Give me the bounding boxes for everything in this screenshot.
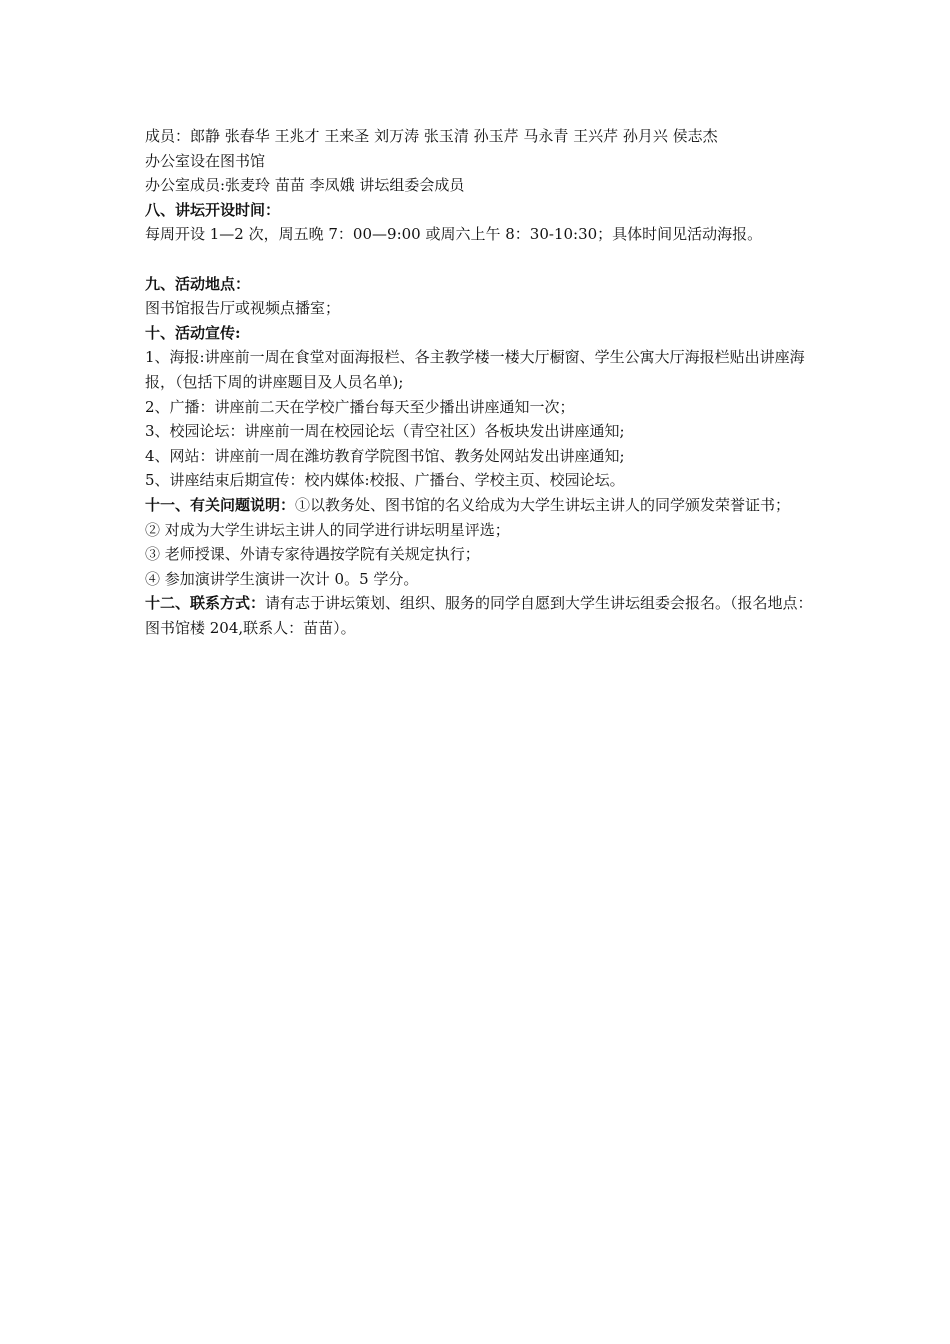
section-10-item-website: 4、网站：讲座前一周在潍坊教育学院图书馆、教务处网站发出讲座通知; [145, 446, 625, 465]
section-10-item-poster: 1、海报:讲座前一周在食堂对面海报栏、各主教学楼一楼大厅橱窗、学生公寓大厅海报栏贴出讲座海报，（包括下周的讲座题目及人员名单); [145, 348, 805, 391]
office-members-line: 办公室成员:张麦玲 苗苗 李凤娥 讲坛组委会成员 [145, 176, 465, 195]
office-location-line: 办公室设在图书馆 [145, 151, 266, 170]
section-12-heading: 十二、联系方式： [145, 594, 266, 613]
section-8-heading: 八、讲坛开设时间： [145, 200, 281, 219]
section-10-item-broadcast: 2、广播：讲座前二天在学校广播台每天至少播出讲座通知一次； [145, 397, 575, 416]
members-line: 成员：郎静 张春华 王兆才 王来圣 刘万涛 张玉清 孙玉芹 马永青 王兴芹 孙月兴 侯志杰 [145, 127, 718, 145]
section-10-heading: 十、活动宣传: [145, 323, 241, 342]
section-12-body: 请有志于讲坛策划、组织、服务的同学自愿到大学生讲坛组委会报名。（报名地点：图书馆楼 204,联系人：苗苗）。 [145, 594, 813, 637]
section-11-item-teacher: ③ 老师授课、外请专家待遇按学院有关规定执行； [145, 545, 480, 564]
section-11-first-item: ①以教务处、图书馆的名义给成为大学生讲坛主讲人的同学颁发荣誉证书； [295, 495, 791, 514]
blank-line [145, 247, 815, 272]
section-11-item-credit: ④ 参加演讲学生演讲一次计 0。5 学分。 [145, 569, 419, 588]
section-11-paragraph [145, 493, 815, 518]
section-12-paragraph [145, 591, 815, 640]
section-8-body: 每周开设 1—2 次，周五晚 7：00—9:00 或周六上午 8：30-10:30；具体时间见活动海报。 [145, 225, 763, 244]
section-9-body: 图书馆报告厅或视频点播室； [145, 299, 341, 318]
section-11-item-star: ② 对成为大学生讲坛主讲人的同学进行讲坛明星评选； [145, 520, 510, 539]
section-10-item-post-publicity: 5、讲座结束后期宣传：校内媒体:校报、广播台、学校主页、校园论坛。 [145, 471, 625, 490]
section-9-heading: 九、活动地点： [145, 274, 251, 293]
section-11-heading: 十一、有关问题说明： [145, 495, 296, 514]
section-10-item-forum: 3、校园论坛：讲座前一周在校园论坛（青空社区）各板块发出讲座通知; [145, 422, 625, 441]
document-page [145, 124, 815, 640]
